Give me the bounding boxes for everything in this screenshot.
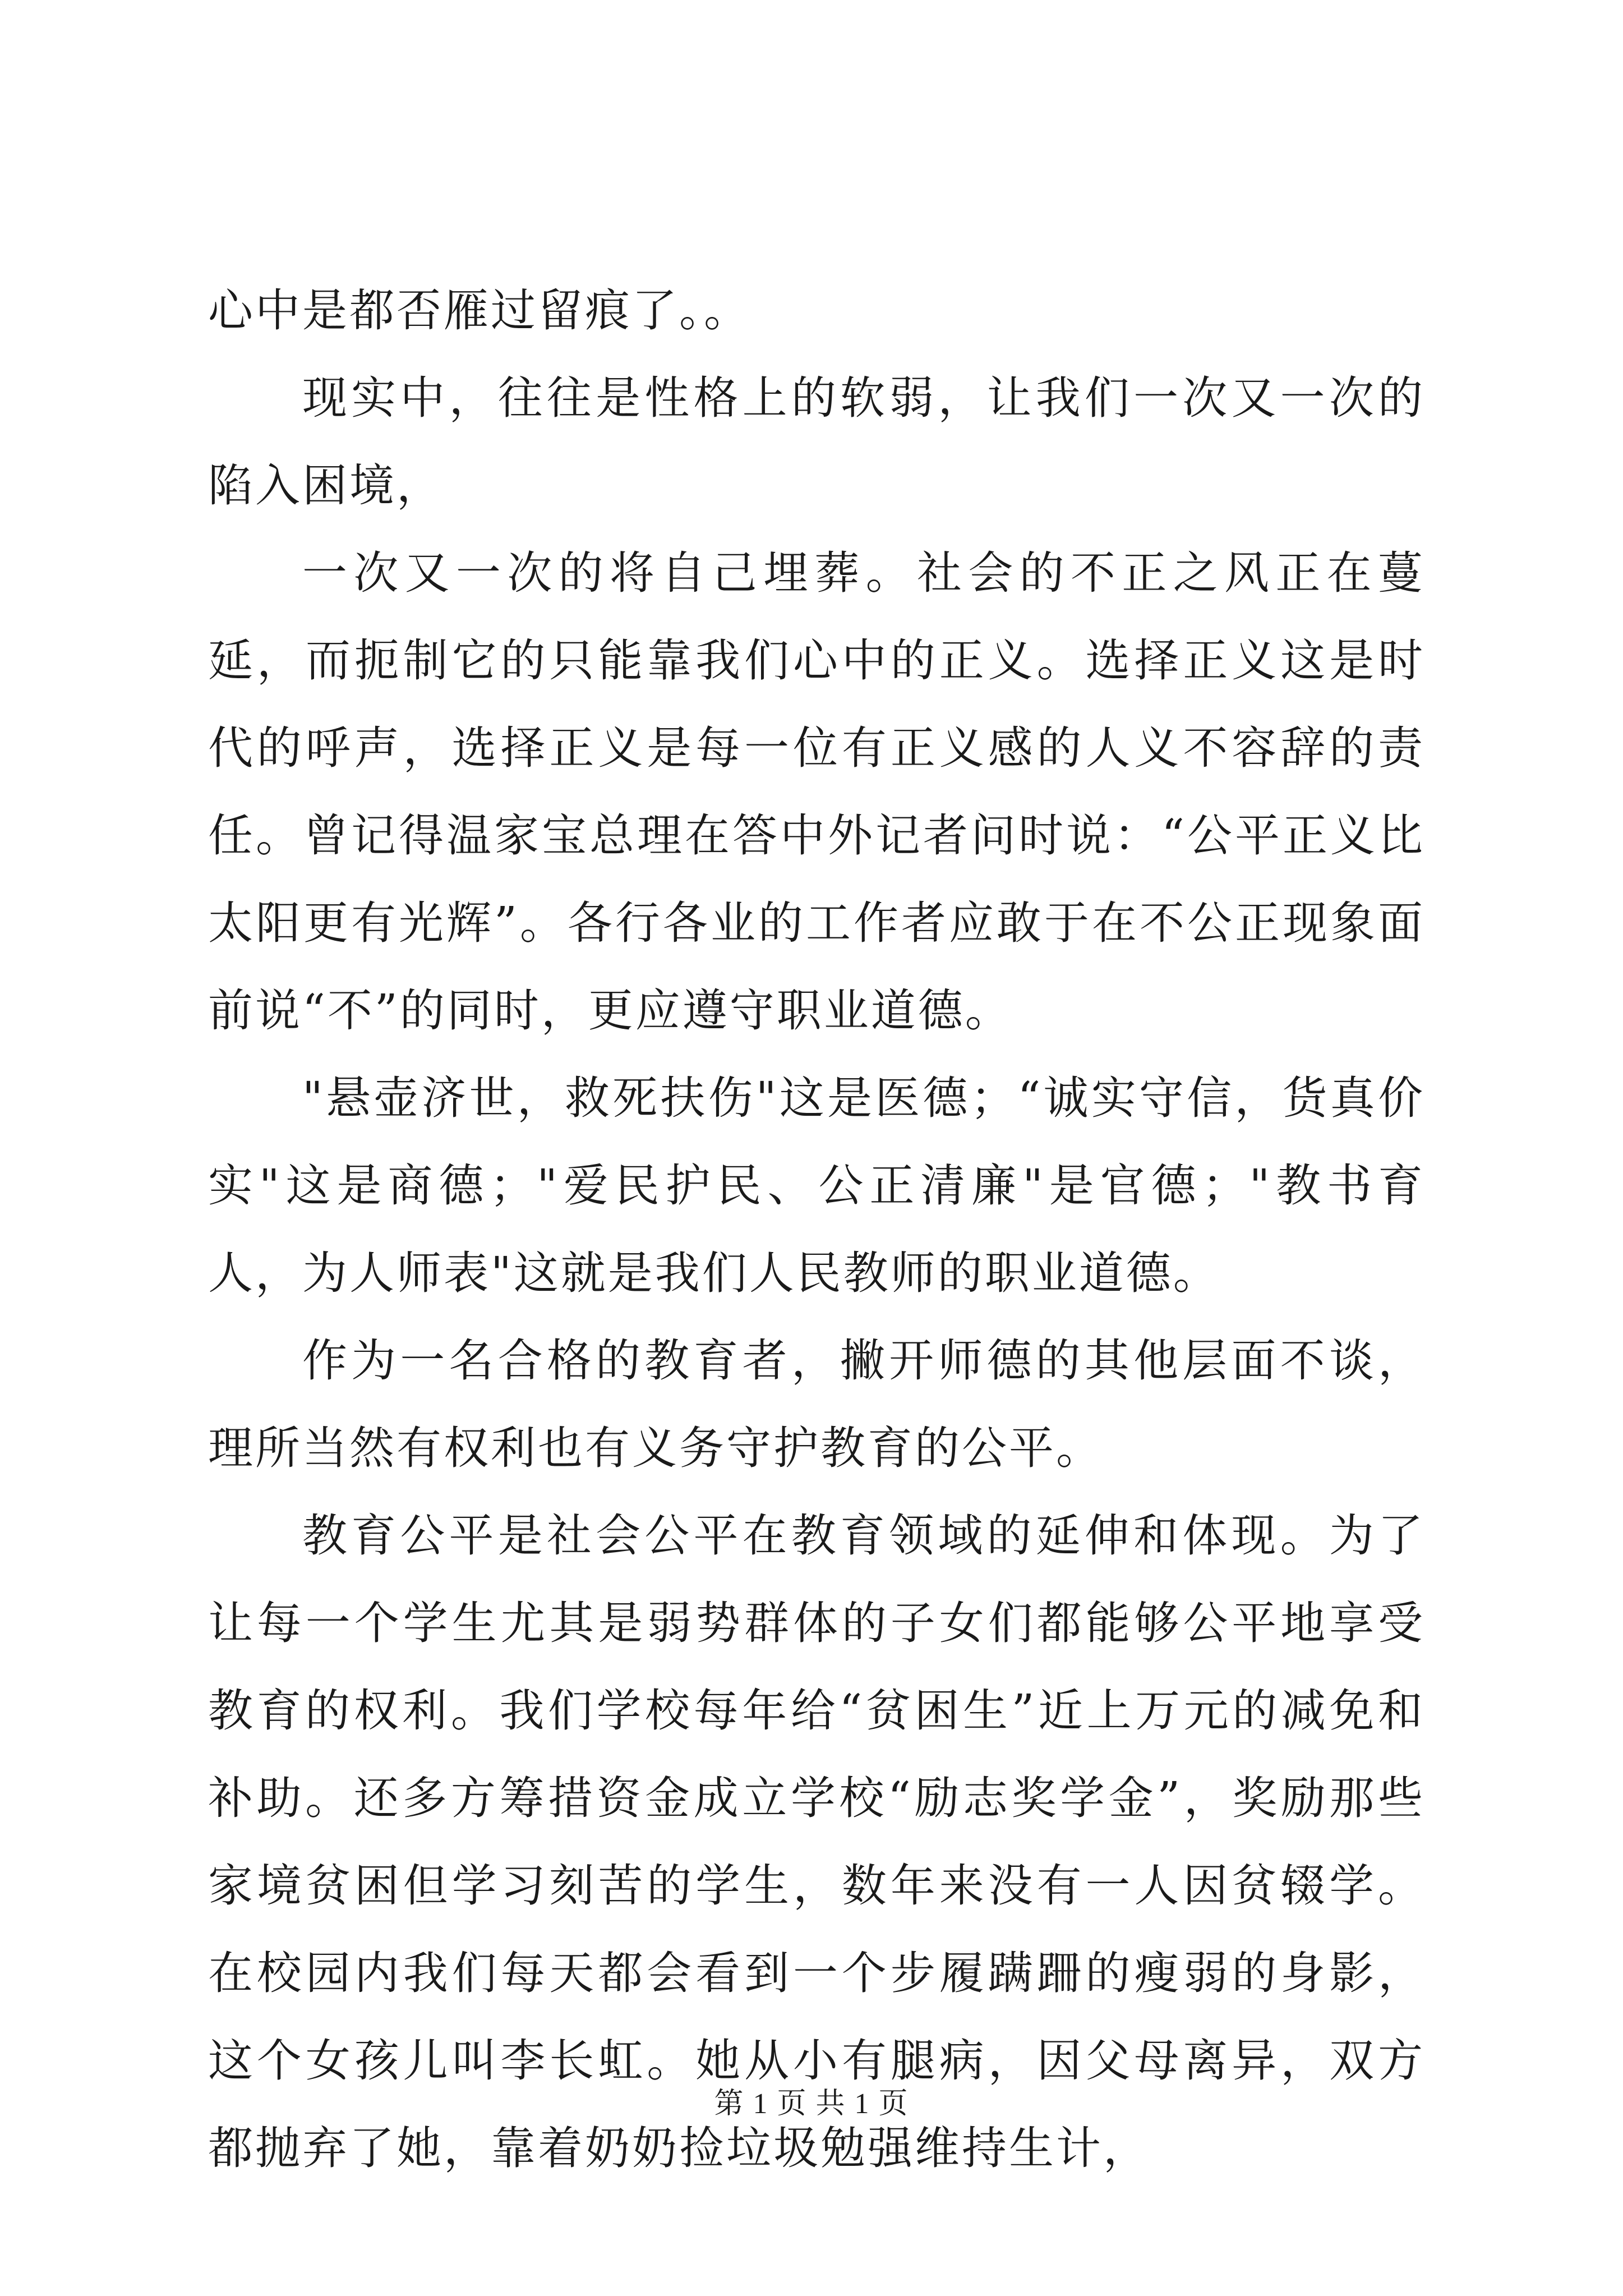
paragraph-4: "悬壶济世，救死扶伤"这是医德；“诚实守信，货真价实"这是商德；"爱民护民、公正清廉"是官德；"教书育人，为人师表"这就是我们人民教师的职业道德。 [208,1072,1425,1299]
paragraph-1: 心中是都否雁过留痕了。。 [208,284,751,337]
paragraph-2: 现实中，往往是性格上的软弱，让我们一次又一次的陷入困境， [208,372,1425,512]
paragraph-5: 作为一名合格的教育者，撇开师德的其他层面不谈，理所当然有权利也有义务守护教育的公平。 [208,1335,1425,1474]
paragraph-3: 一次又一次的将自己埋葬。社会的不正之风正在蔓延，而扼制它的只能靠我们心中的正义。选择正义这是时代的呼声，选择正义是每一位有正义感的人义不容辞的责任。曾记得温家宝总理在答中外记者问时说：“公平正义比太阳更有光辉”。各行各业的工作者应敢于在不公正现象面前说“不”的同时，更应遵守职业道德。 [208,547,1425,1037]
document-body [208,267,1425,2192]
page-footer: 第 1 页 共 1 页 [714,2088,909,2120]
paragraph-6: 教育公平是社会公平在教育领域的延伸和体现。为了让每一个学生尤其是弱势群体的子女们都能够公平地享受教育的权利。我们学校每年给“贫困生”近上万元的减免和补助。还多方筹措资金成立学校“励志奖学金”，奖励那些家境贫困但学习刻苦的学生，数年来没有一人因贫辍学。在校园内我们每天都会看到一个步履蹒跚的瘦弱的身影，这个女孩儿叫李长虹。她从小有腿病，因父母离异，双方都抛弃了她，靠着奶奶捡垃圾勉强维持生计， [208,1510,1425,2174]
